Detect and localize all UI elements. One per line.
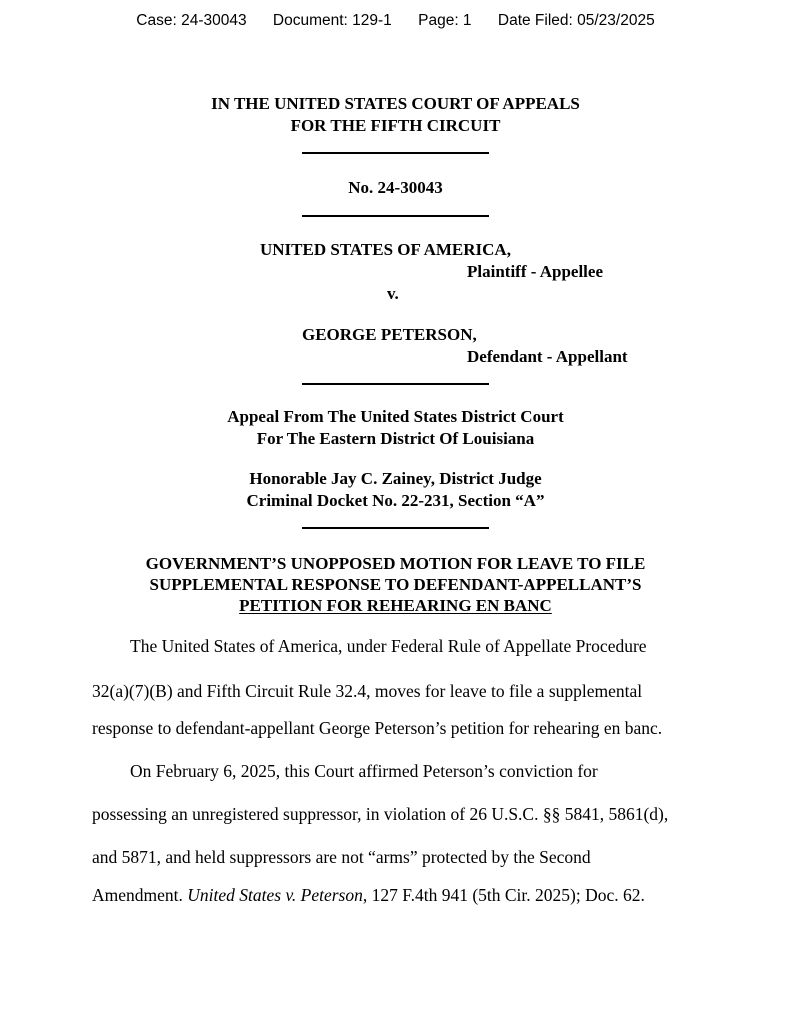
page-number: Page: 1: [418, 12, 472, 29]
date-filed: Date Filed: 05/23/2025: [497, 12, 655, 29]
document-number: Document: 129-1: [272, 12, 392, 29]
body-text-line: On February 6, 2025, this Court affirmed Peterson’s conviction for: [130, 761, 598, 781]
plaintiff-name: UNITED STATES OF AMERICA,: [260, 240, 511, 259]
motion-title-line3: [0, 595, 791, 616]
docket-number: No. 24-30043: [348, 178, 443, 197]
defendant-role: Defendant - Appellant: [467, 347, 628, 366]
court-name-line2: FOR THE FIFTH CIRCUIT: [290, 116, 501, 135]
appeal-line2: For The Eastern District Of Louisiana: [256, 429, 535, 448]
court-name-line1: IN THE UNITED STATES COURT OF APPEALS: [211, 94, 580, 113]
separator-rule: [302, 215, 489, 217]
criminal-docket-line: Criminal Docket No. 22-231, Section “A”: [246, 491, 545, 510]
body-text-line: 32(a)(7)(B) and Fifth Circuit Rule 32.4, moves for leave to file a supplemental: [92, 681, 643, 701]
case-number: Case: 24-30043: [136, 12, 247, 29]
body-text-line: [92, 885, 645, 906]
separator-rule: [302, 383, 489, 385]
judge-line: Honorable Jay C. Zainey, District Judge: [249, 469, 542, 488]
motion-title-line1: GOVERNMENT’S UNOPPOSED MOTION FOR LEAVE TO FILE: [145, 554, 646, 573]
body-text-line: response to defendant-appellant George Peterson’s petition for rehearing en banc.: [92, 718, 663, 738]
body-text-line: and 5871, and held suppressors are not “arms” protected by the Second: [92, 847, 591, 867]
separator-rule: [302, 527, 489, 529]
separator-rule: [302, 152, 489, 154]
body-text-line: possessing an unregistered suppressor, in violation of 26 U.S.C. §§ 5841, 5861(d),: [92, 804, 669, 824]
defendant-name: GEORGE PETERSON,: [302, 325, 477, 344]
motion-title-line2: SUPPLEMENTAL RESPONSE TO DEFENDANT-APPELLANT’S: [149, 575, 642, 594]
motion-title-underlined: PETITION FOR REHEARING EN BANC: [239, 596, 552, 615]
appeal-line1: Appeal From The United States District Court: [227, 407, 564, 426]
versus: v.: [387, 284, 399, 303]
filing-header: [0, 12, 791, 30]
case-citation: United States v. Peterson: [187, 885, 363, 905]
body-text-line: The United States of America, under Federal Rule of Appellate Procedure: [130, 636, 647, 656]
text-run: , 127 F.4th 941 (5th Cir. 2025); Doc. 62.: [362, 885, 645, 905]
text-run: Amendment.: [92, 885, 188, 905]
plaintiff-role: Plaintiff - Appellee: [467, 262, 603, 281]
